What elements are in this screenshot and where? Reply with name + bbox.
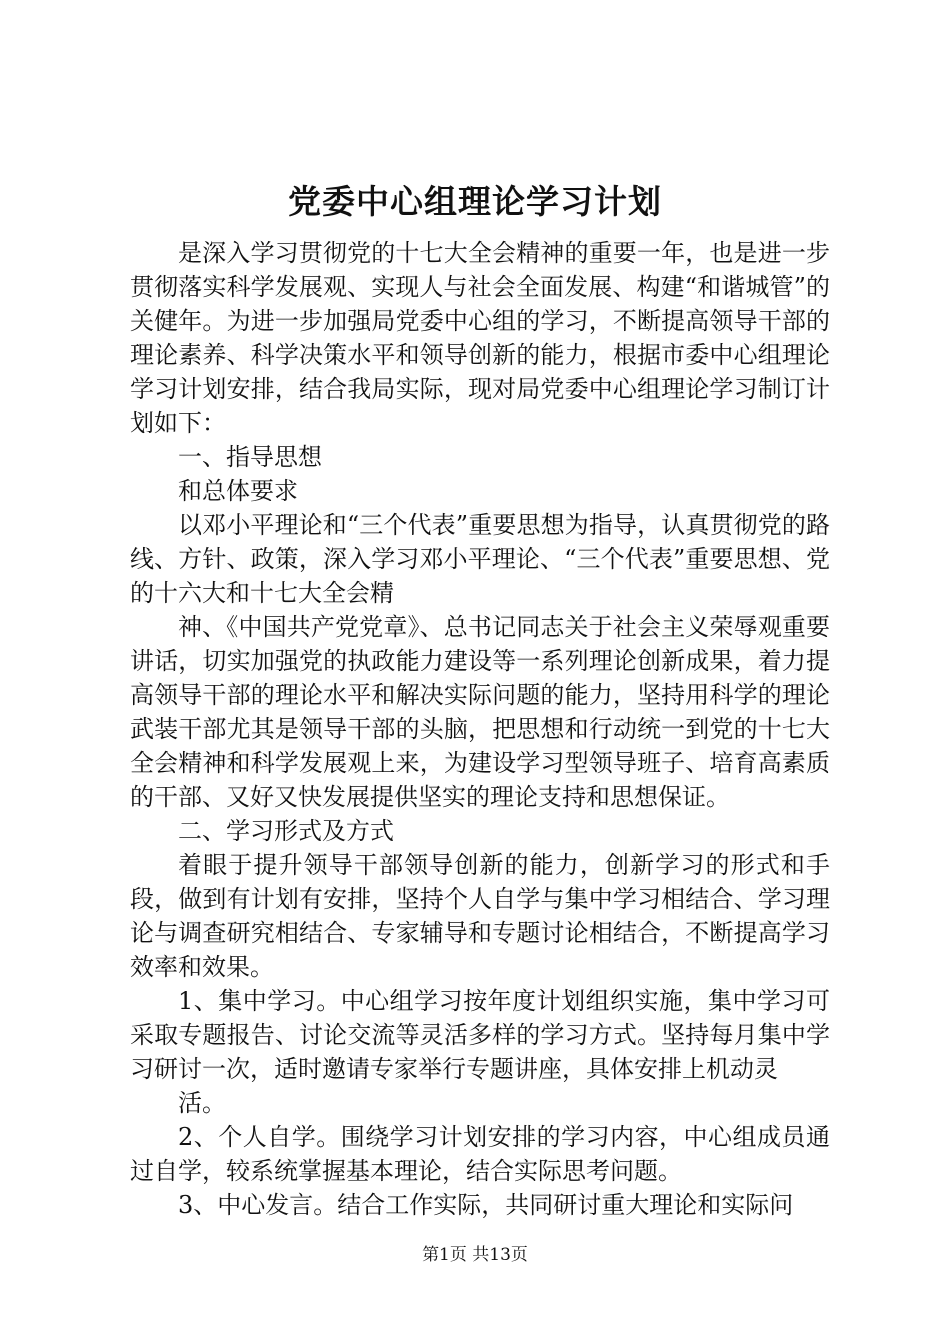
paragraph: 3、中心发言。结合工作实际，共同研讨重大理论和实际问	[178, 1191, 794, 1219]
paragraph: 以邓小平理论和“三个代表”重要思想为指导，认真贯彻党的路线、方针、政策，深入学习邓小平理论、“三个代表”重要思想、党的十六大和十七大全会精	[130, 511, 830, 607]
section-heading: 一、指导思想	[178, 443, 322, 471]
paragraph: 神、《中国共产党党章》、总书记同志关于社会主义荣辱观重要讲话，切实加强党的执政能力建设等一系列理论创新成果，着力提高领导干部的理论水平和解决实际问题的能力，坚持用科学的理论武装干部尤其是领导干部的头脑，把思想和行动统一到党的十七大全会精神和科学发展观上来，为建设学习型领导班子、培育高素质的干部、又好又快发展提供坚实的理论支持和思想保证。	[130, 613, 830, 811]
paragraph: 活。	[178, 1089, 226, 1117]
paragraph: 1、集中学习。中心组学习按年度计划组织实施，集中学习可采取专题报告、讨论交流等灵活多样的学习方式。坚持每月集中学习研讨一次，适时邀请专家举行专题讲座，具体安排上机动灵	[130, 987, 830, 1083]
document-body	[130, 236, 830, 1222]
section-heading: 二、学习形式及方式	[178, 817, 394, 845]
document-title: 党委中心组理论学习计划	[288, 182, 662, 221]
paragraph: 是深入学习贯彻党的十七大全会精神的重要一年，也是进一步贯彻落实科学发展观、实现人与社会全面发展、构建“和谐城管”的关健年。为进一步加强局党委中心组的学习，不断提高领导干部的理论素养、科学决策水平和领导创新的能力，根据市委中心组理论学习计划安排，结合我局实际，现对局党委中心组理论学习制订计划如下：	[130, 239, 830, 437]
paragraph: 2、个人自学。围绕学习计划安排的学习内容，中心组成员通过自学，较系统掌握基本理论，结合实际思考问题。	[130, 1123, 830, 1185]
paragraph: 着眼于提升领导干部领导创新的能力，创新学习的形式和手段，做到有计划有安排，坚持个人自学与集中学习相结合、学习理论与调查研究相结合、专家辅导和专题讨论相结合，不断提高学习效率和效果。	[130, 851, 830, 981]
page-footer: 第1页 共13页	[422, 1245, 528, 1265]
paragraph: 和总体要求	[178, 477, 298, 505]
